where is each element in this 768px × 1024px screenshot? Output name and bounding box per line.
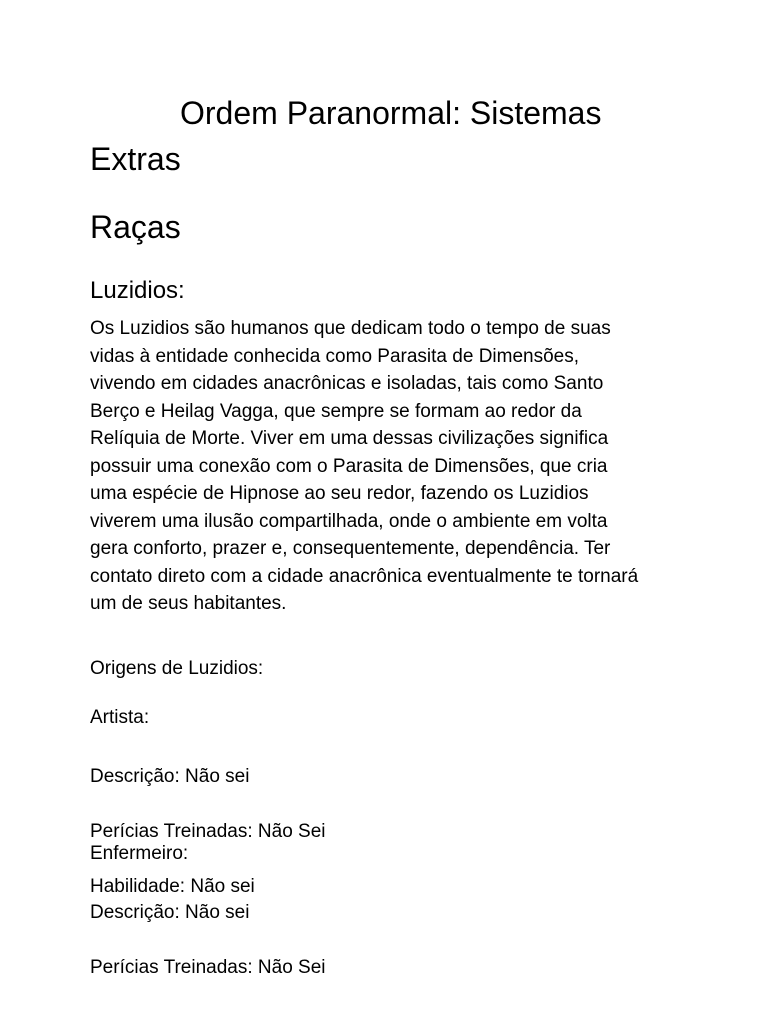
origin-descricao: Descrição: Não sei (90, 765, 250, 787)
origin-details-enfermeiro (90, 871, 680, 1009)
origin-pericias: Perícias Treinadas: Não Sei (90, 820, 326, 842)
origens-heading: Origens de Luzidios: (90, 658, 264, 679)
section-heading-racas: Raças (90, 209, 181, 245)
origin-habilidade: Habilidade: Não sei (90, 875, 255, 897)
origin-name-enfermeiro: Enfermeiro: (90, 843, 189, 864)
subsection-heading-luzidios: Luzidios: (90, 277, 185, 304)
origin-descricao: Descrição: Não sei (90, 901, 250, 923)
intro-paragraph: Os Luzidios são humanos que dedicam todo o tempo de suas vidas à entidade conhecida como Parasita de Dimensões, vivendo em cidades anacrônicas e isoladas, tais como Santo Berço e Heilag Vagga, que sempre se formam ao redor da Relíquia de Morte. Viver em uma dessas civilizações significa possuir uma conexão com o Parasita de Dimensões, que cria uma espécie de Hipnose ao seu redor, fazendo os Luzidios viverem uma ilusão compartilhada, onde o ambiente em volta gera conforto, prazer e, consequentemente, dependência. Ter contato direto com a cidade anacrônica eventualmente te tornará um de seus habitantes. (90, 318, 639, 614)
document-title: Ordem Paranormal: Sistemas Extras (90, 95, 602, 177)
origin-pericias: Perícias Treinadas: Não Sei (90, 956, 326, 978)
origin-name-artista: Artista: (90, 707, 150, 728)
